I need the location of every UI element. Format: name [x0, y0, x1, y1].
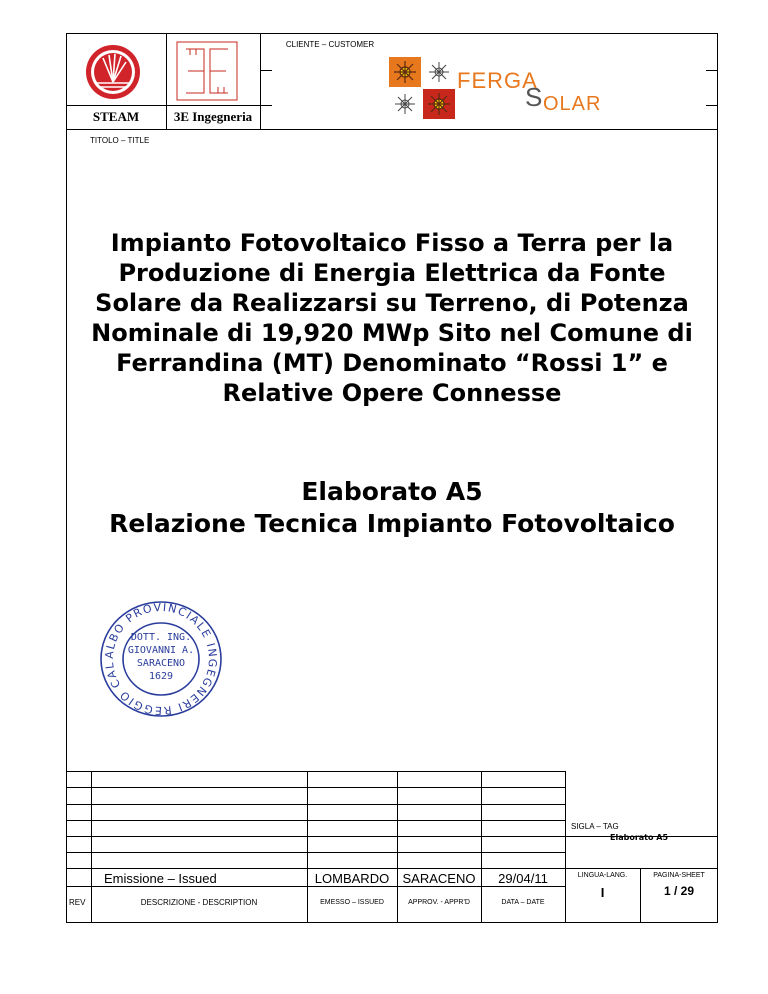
language-label: LINGUA-LANG. — [577, 872, 628, 879]
revision-row-line — [66, 868, 718, 869]
tag-label: SIGLA – TAG — [571, 822, 619, 831]
tick-mark — [706, 70, 718, 71]
stamp-line: SARACENO — [136, 658, 186, 669]
document-subtitle — [66, 476, 718, 540]
main-title-line: Produzione di Energia Elettrica da Fonte — [118, 259, 666, 287]
revision-description: Emissione – Issued — [104, 871, 217, 886]
main-title-line: Nominale di 19,920 MWp Sito nel Comune di — [91, 319, 693, 347]
tick-mark — [260, 70, 272, 71]
header-rev: REV — [69, 898, 86, 907]
steam-logo — [81, 42, 145, 102]
revision-col-line — [565, 771, 566, 923]
header-date: DATA – DATE — [501, 899, 545, 906]
revision-row-line — [66, 852, 565, 853]
sheet-value: 1 / 29 — [663, 884, 695, 898]
header-divider — [66, 129, 718, 130]
3e-name: 3E Ingegneria — [173, 109, 253, 124]
main-title-line: Solare da Realizzarsi su Terreno, di Potenza — [95, 289, 689, 317]
main-title — [66, 228, 718, 408]
header-issued: EMESSO – ISSUED — [320, 899, 384, 906]
olar-text: OLAR — [543, 93, 602, 115]
sheet-label: PAGINA-SHEET — [653, 872, 705, 879]
main-title-line: Ferrandina (MT) Denominato “Rossi 1” e — [116, 349, 668, 377]
tag-value: Elaborato A5 — [610, 833, 669, 842]
tick-mark — [260, 105, 272, 106]
tick-mark — [706, 105, 718, 106]
revision-date: 29/04/11 — [498, 871, 548, 886]
header-description: DESCRIZIONE - DESCRIPTION — [140, 898, 258, 907]
revision-row-line — [66, 804, 565, 805]
revision-row-line — [66, 886, 565, 887]
subtitle-code: Elaborato A5 — [301, 477, 483, 506]
revision-table-top — [66, 771, 565, 772]
stamp-line: DOTT. ING. — [130, 632, 192, 643]
header-approved: APPROV. - APPR'D — [408, 899, 470, 906]
main-title-line: Impianto Fotovoltaico Fisso a Terra per la — [110, 229, 674, 257]
solar-s-text: S — [525, 82, 543, 112]
revision-row-line — [66, 820, 565, 821]
client-label: CLIENTE – CUSTOMER — [285, 40, 375, 49]
revision-row-line — [66, 787, 565, 788]
revision-issued-by: LOMBARDO — [314, 871, 390, 886]
language-value: I — [600, 885, 605, 900]
stamp-line: 1629 — [148, 671, 174, 682]
ferga-text: FERGA — [457, 68, 538, 93]
main-title-line: Relative Opere Connesse — [222, 379, 562, 407]
revision-approved-by: SARACENO — [402, 871, 476, 886]
engineer-stamp — [98, 598, 224, 720]
logo-name-divider — [66, 105, 260, 106]
subtitle-name: Relazione Tecnica Impianto Fotovoltaico — [109, 509, 675, 538]
stamp-ring-text: ALBO PROVINCIALE INGEGNERI REGGIO CAL — [102, 600, 220, 718]
title-label: TITOLO – TITLE — [90, 136, 150, 145]
steam-name: STEAM — [92, 109, 140, 124]
3e-logo — [176, 41, 238, 101]
stamp-line: GIOVANNI A. — [127, 645, 195, 656]
ferga-solar-emblem — [385, 55, 457, 123]
